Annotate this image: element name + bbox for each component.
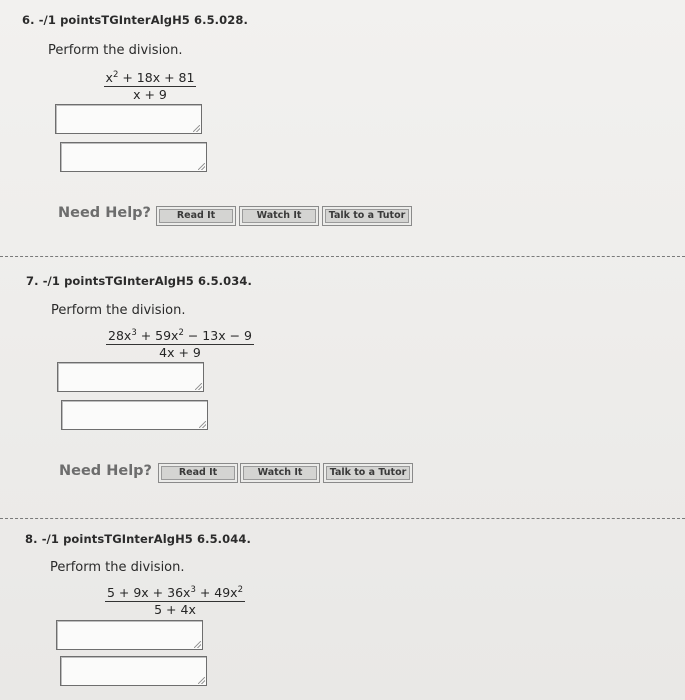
read-it-button[interactable]: Read It <box>156 206 236 226</box>
need-help-label: Need Help? <box>58 205 151 221</box>
watch-it-button[interactable]: Watch It <box>239 206 319 226</box>
problem-number: 6. <box>22 13 35 27</box>
talk-to-tutor-button[interactable]: Talk to a Tutor <box>323 463 413 483</box>
problem-number: 7. <box>26 274 39 288</box>
problem-source: TGInterAlgH5 6.5.044. <box>104 532 251 546</box>
resize-grip-icon[interactable] <box>198 677 205 684</box>
need-help-label: Need Help? <box>59 463 152 479</box>
problem-points: -/1 points <box>42 274 106 288</box>
fraction-numerator: $x^2 + 18x + 81$ <box>105 70 195 85</box>
answer-field-quotient[interactable] <box>56 620 203 650</box>
answer-field-remainder[interactable] <box>60 656 207 686</box>
fraction-denominator: x + 9 <box>133 87 167 102</box>
problem-points: -/1 points <box>38 13 102 27</box>
fraction-denominator: 4x + 9 <box>159 345 201 360</box>
resize-grip-icon[interactable] <box>193 125 200 132</box>
read-it-button[interactable]: Read It <box>158 463 238 483</box>
fraction-expression <box>100 328 260 360</box>
problem-divider <box>0 518 685 519</box>
resize-grip-icon[interactable] <box>194 641 201 648</box>
resize-grip-icon[interactable] <box>195 383 202 390</box>
resize-grip-icon[interactable] <box>198 163 205 170</box>
answer-field-remainder[interactable] <box>61 400 208 430</box>
problem-divider <box>0 256 685 257</box>
fraction-denominator: 5 + 4x <box>154 602 196 617</box>
fraction-numerator: $28x^3 + 59x^2 - 13x - 9$ <box>108 328 252 343</box>
problem-prompt: Perform the division. <box>48 43 183 58</box>
resize-grip-icon[interactable] <box>199 421 206 428</box>
answer-field-quotient[interactable] <box>55 104 202 134</box>
answer-field-quotient[interactable] <box>57 362 204 392</box>
fraction-expression <box>100 585 250 617</box>
answer-field-remainder[interactable] <box>60 142 207 172</box>
fraction-numerator: $5 + 9x + 36x^3 + 49x^2$ <box>106 585 244 600</box>
problem-header <box>26 274 252 288</box>
problem-points: -/1 points <box>41 532 105 546</box>
problem-source: TGInterAlgH5 6.5.034. <box>105 274 252 288</box>
problem-prompt: Perform the division. <box>51 303 186 318</box>
fraction-expression <box>100 70 200 102</box>
watch-it-button[interactable]: Watch It <box>240 463 320 483</box>
talk-to-tutor-button[interactable]: Talk to a Tutor <box>322 206 412 226</box>
problem-prompt: Perform the division. <box>50 560 185 575</box>
problem-source: TGInterAlgH5 6.5.028. <box>101 13 248 27</box>
problem-header <box>22 13 248 27</box>
problem-number: 8. <box>25 532 38 546</box>
problem-header <box>25 532 251 546</box>
